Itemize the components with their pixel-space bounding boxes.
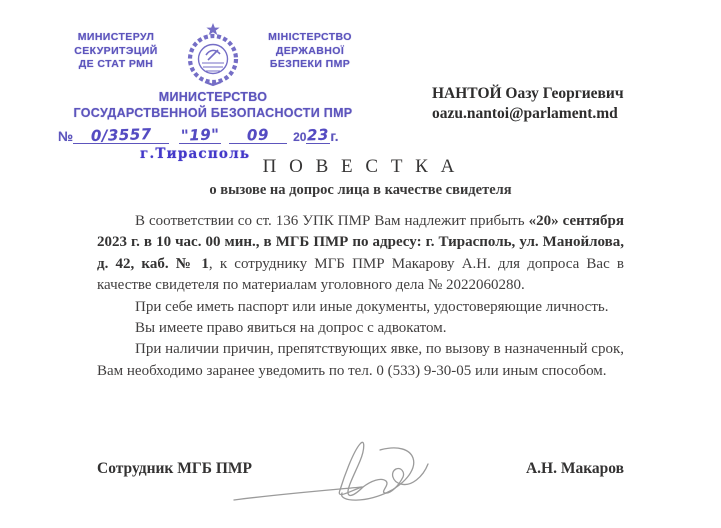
addressee-email: oazu.nantoi@parlament.md [432, 105, 618, 122]
document-subtitle: о вызове на допрос лица в качестве свидетеля [209, 182, 512, 198]
ministry-ukrainian-line3: БЕЗПЕКИ ПМР [269, 58, 351, 70]
document-title: П О В Е С Т К А [262, 156, 459, 177]
title-block [0, 156, 721, 199]
year-prefix: 20 [293, 130, 307, 144]
ministry-name-russian [58, 90, 368, 121]
ministry-russian-line1: МИНИСТЕРСТВО [158, 90, 268, 104]
paragraph-documents: При себе иметь паспорт или иные документы, удостоверяющие личность. [135, 298, 609, 315]
date-day-slot [179, 125, 221, 145]
document-body [97, 211, 624, 382]
document-number-slot [73, 124, 169, 146]
number-sign: № [58, 129, 74, 144]
addressee-block [432, 84, 624, 124]
ministry-moldovan-line3: ДЕ СТАТ РМН [78, 58, 154, 70]
date-month-slot [229, 125, 287, 145]
document-number-line [58, 124, 368, 146]
ministry-moldovan-line1: МИНИСТЕРУЛ [77, 31, 155, 43]
handwritten-signature-icon [230, 438, 442, 520]
date-day-handwritten: "19" [180, 125, 220, 145]
document-number-handwritten: 0/3557 [90, 124, 152, 146]
paragraph-summons [97, 211, 624, 297]
pmr-coat-of-arms-icon [183, 22, 243, 88]
paragraph-summons-tail: , к сотруднику МГБ ПМР Макарову А.Н. для допроса Вас в качестве свидетеля по материалам уголовного дела № 2022060280. [97, 255, 624, 294]
letterhead-stamp [58, 22, 368, 144]
paragraph-summons-datetime-address: «20» сентября 2023 г. в 10 час. 00 мин., в МГБ ПМР по адресу: г. Тирасполь, ул. Манойлова, д. 42, каб. № 1 [97, 213, 624, 272]
city-stamp: г.Тирасполь [140, 146, 251, 162]
addressee-name: НАНТОЙ Оазу Георгиевич [432, 85, 624, 102]
year-suffix: г. [330, 129, 339, 144]
ministry-ukrainian-line2: ДЕРЖАВНОЇ [275, 44, 345, 57]
signer-title: Сотрудник МГБ ПМР [97, 460, 253, 477]
ministry-ukrainian-line1: МІНІСТЕРСТВО [268, 31, 352, 43]
ministry-russian-line2: ГОСУДАРСТВЕННОЙ БЕЗОПАСНОСТИ ПМР [73, 105, 353, 120]
ministry-name-moldovan [58, 22, 174, 72]
letterhead-top-row [58, 22, 368, 88]
year-slot [306, 125, 330, 145]
ministry-moldovan-line2: СЕКУРИТЭЦИЙ [74, 44, 158, 57]
ministry-name-ukrainian [252, 22, 368, 72]
paragraph-notify: При наличии причин, препятствующих явке, по вызову в назначенный срок, Вам необходимо заранее уведомить по тел. 0 (533) 9-30-05 или иным способом. [97, 341, 624, 379]
date-month-handwritten: 09 [246, 125, 270, 145]
paragraph-lawyer-right: Вы имеете право явиться на допрос с адвокатом. [135, 320, 447, 337]
signer-name: А.Н. Макаров [525, 460, 624, 477]
year-handwritten: 23 [307, 125, 330, 145]
paragraph-summons-intro: В соответствии со ст. 136 УПК ПМР Вам надлежит прибыть [135, 213, 529, 229]
